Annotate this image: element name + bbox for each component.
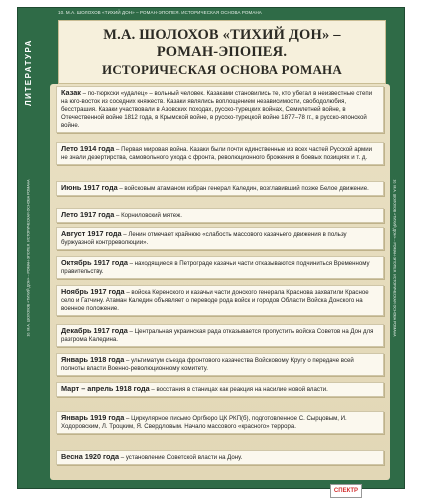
entry-text: – Первая мировая война. Казаки были почти единственные из всех частей Русской армии не знали дезертирства, самовольного ухода с фронта, революционного брожения в боевых позициях и т. д. <box>61 146 372 162</box>
top-caption: 10. М.А. ШОЛОХОВ «ТИХИЙ ДОН» – РОМАН-ЭПОПЕЯ. ИСТОРИЧЕСКАЯ ОСНОВА РОМАНА <box>58 10 262 15</box>
entry-term: Лето 1914 года <box>61 144 115 153</box>
publisher-info <box>366 486 412 498</box>
side-label-text: ЛИТЕРАТУРА <box>23 38 33 106</box>
entry-card <box>56 324 384 347</box>
scroll-background <box>50 84 390 480</box>
entry-card <box>56 353 384 376</box>
entry-card <box>56 285 384 316</box>
entry-text: – Ленин отмечает крайнюю «слабость массового казачьего движения в пользу буржуазной контрреволюции». <box>61 231 347 247</box>
entry-card <box>56 142 384 165</box>
title-banner <box>58 20 386 84</box>
side-subtitle-left <box>22 179 36 337</box>
entry-text: – Циркулярное письмо Оргбюро ЦК РКП(б), подготовленное С. Сырцовым, И. Ходоровским, Л. Троцким, Я. Свердловым. Начало массового «красного» террора. <box>61 415 347 431</box>
title-line-3: ИСТОРИЧЕСКАЯ ОСНОВА РОМАНА <box>102 61 342 77</box>
entry-card <box>56 382 384 397</box>
entry-term: Казак <box>61 88 81 97</box>
entry-text: – Центральная украинская рада отказывается пропустить войска Советов на Дон для разгрома Каледина. <box>61 328 374 344</box>
entry-term: Декабрь 1917 года <box>61 326 128 335</box>
title-line-2: РОМАН-ЭПОПЕЯ. <box>156 43 288 60</box>
side-subtitle-right <box>388 179 402 337</box>
entry-term: Март – апрель 1918 года <box>61 384 150 393</box>
entry-term: Июнь 1917 года <box>61 183 118 192</box>
entry-text: – войсковым атаманом избран генерал Каледин, возглавивший позже Белое движение. <box>117 185 369 192</box>
entry-text: – восстания в станицах как реакция на насилие новой власти. <box>149 386 328 393</box>
entry-card <box>56 86 384 133</box>
entry-text: – Корниловский мятеж. <box>114 212 182 219</box>
entry-text: – войска Керенского и казачьи части донского генерала Краснова захватили Красное село и Гатчину. Атаман Каледин объявляет о переводе рода войск и городов Области Войска Донского на военное положение. <box>61 289 369 313</box>
entry-text: – по-тюркски «удалец» – вольный человек. Казаками становились те, кто убегал в неизвестные степи на юго-восток из соседних княжеств. Казаки являлись воплощением независимости, свободолюбия, бесстрашия. Казаки участвовали в Азовских походах, русско-турецких войнах, Семилетней войне, в Отечественной войне 1812 года, в Крымской войне, в русско-турецкой войне 1877–78 гг., в русско-японской войне. <box>61 90 373 130</box>
side-label-literature <box>20 22 36 122</box>
entry-text: – установление Советской власти на Дону. <box>119 454 243 461</box>
entry-term: Ноябрь 1917 года <box>61 287 125 296</box>
entry-card <box>56 181 384 196</box>
entry-term: Январь 1919 года <box>61 413 125 422</box>
entry-term: Январь 1918 года <box>61 355 125 364</box>
title-line-1: М.А. ШОЛОХОВ «ТИХИЙ ДОН» – <box>103 26 341 43</box>
side-subtitle-left-text: 10. М.А. ШОЛОХОВ «ТИХИЙ ДОН» – РОМАН-ЭПОПЕЯ. ИСТОРИЧЕСКАЯ ОСНОВА РОМАНА <box>27 179 32 337</box>
entry-term: Август 1917 года <box>61 229 122 238</box>
entry-term: Октябрь 1917 года <box>61 258 128 267</box>
side-subtitle-right-text: 10. М.А. ШОЛОХОВ «ТИХИЙ ДОН» – РОМАН-ЭПОПЕЯ. ИСТОРИЧЕСКАЯ ОСНОВА РОМАНА <box>393 179 398 337</box>
entry-card <box>56 256 384 279</box>
entry-text: – ультиматум съезда фронтового казачества Войсковому Кругу о передаче всей полноты власти Военно-революционному комитету. <box>61 357 354 373</box>
entry-card <box>56 227 384 250</box>
entry-card <box>56 208 384 223</box>
entry-text: – находящиеся в Петрограде казачьи части отказываются подчиниться Временному правительству. <box>61 260 370 276</box>
entry-card <box>56 411 384 434</box>
entry-term: Лето 1917 года <box>61 210 115 219</box>
entry-card <box>56 450 384 465</box>
publisher-logo: СПЕКТР <box>330 484 362 498</box>
entry-term: Весна 1920 года <box>61 452 120 461</box>
